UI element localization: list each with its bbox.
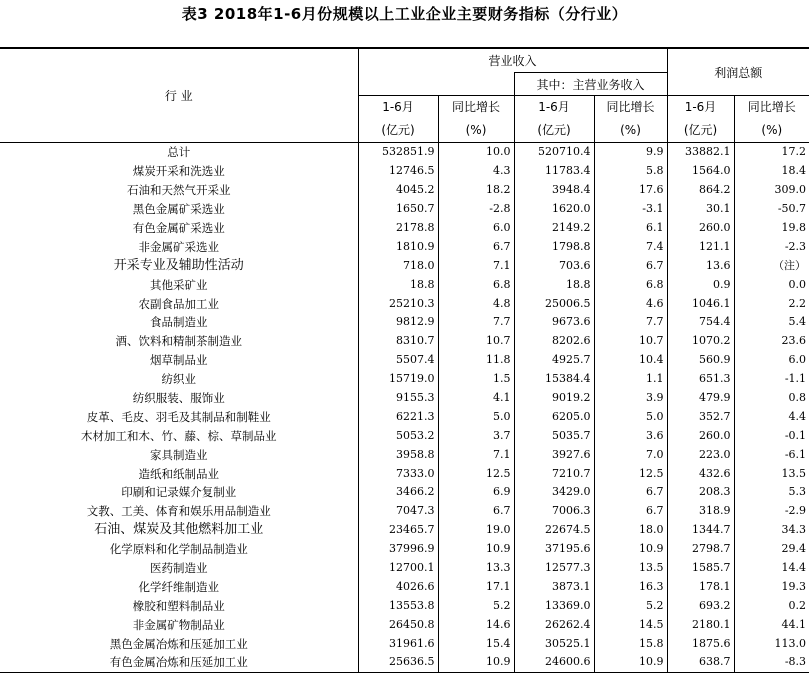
revenue-value: 8310.7: [358, 332, 438, 351]
financial-indicators-table: [0, 47, 809, 673]
profit-growth: 0.2: [734, 596, 809, 615]
profit-value: 560.9: [667, 351, 734, 370]
profit-growth: 6.0: [734, 351, 809, 370]
profit-growth: 13.5: [734, 464, 809, 483]
profit-growth: 309.0: [734, 181, 809, 200]
profit-growth: -0.1: [734, 426, 809, 445]
industry-name: 烟草制品业: [150, 353, 208, 368]
revenue-value: 25636.5: [358, 653, 438, 672]
table-header: [0, 48, 809, 143]
profit-value: 260.0: [667, 426, 734, 445]
table-row: [0, 162, 809, 181]
table-row: [0, 332, 809, 351]
main-revenue-growth: 10.9: [594, 653, 667, 672]
revenue-growth: 10.9: [438, 540, 514, 559]
main-revenue-value: 3873.1: [514, 577, 594, 596]
revenue-growth: 14.6: [438, 615, 514, 634]
industry-name: 家具制造业: [150, 447, 208, 462]
main-revenue-value: 1798.8: [514, 237, 594, 256]
revenue-value: 7333.0: [358, 464, 438, 483]
table-row: [0, 389, 809, 408]
main-unit: (亿元): [514, 117, 594, 143]
main-revenue-growth: 3.6: [594, 426, 667, 445]
revenue-value: 18.8: [358, 275, 438, 294]
table-row: [0, 540, 809, 559]
profit-value: 1585.7: [667, 559, 734, 578]
table-row: [0, 502, 809, 521]
profit-value: 352.7: [667, 407, 734, 426]
revenue-value: 5507.4: [358, 351, 438, 370]
profit-value: 121.1: [667, 237, 734, 256]
main-revenue-growth: 3.9: [594, 389, 667, 408]
main-revenue-growth: 6.8: [594, 275, 667, 294]
profit-growth: 19.8: [734, 219, 809, 238]
main-revenue-growth: 9.9: [594, 143, 667, 162]
revenue-value: 26450.8: [358, 615, 438, 634]
industry-name: 其他采矿业: [150, 277, 208, 292]
revenue-growth: 5.2: [438, 596, 514, 615]
industry-name: 黑色金属冶炼和压延加工业: [109, 636, 248, 651]
main-revenue-value: 11783.4: [514, 162, 594, 181]
revenue-value: 12700.1: [358, 559, 438, 578]
revenue-growth: 11.8: [438, 351, 514, 370]
profit-growth: 0.8: [734, 389, 809, 408]
profit-growth: 113.0: [734, 634, 809, 653]
industry-name: 纺织业: [161, 372, 196, 387]
table-row: [0, 370, 809, 389]
profit-growth: 4.4: [734, 407, 809, 426]
table-row: [0, 426, 809, 445]
profit-value: 2180.1: [667, 615, 734, 634]
main-revenue-growth: 6.1: [594, 219, 667, 238]
main-period-header: 1-6月: [514, 96, 594, 118]
table-title: 表3 2018年1-6月份规模以上工业企业主要财务指标（分行业）: [181, 5, 628, 23]
main-revenue-value: 3948.4: [514, 181, 594, 200]
industry-name: 食品制造业: [150, 315, 208, 330]
main-revenue-growth: 6.7: [594, 483, 667, 502]
table-row: [0, 275, 809, 294]
industry-name: 皮革、毛皮、羽毛及其制品和制鞋业: [86, 409, 271, 424]
main-revenue-value: 1620.0: [514, 200, 594, 219]
main-revenue-value: 12577.3: [514, 559, 594, 578]
table-row: [0, 407, 809, 426]
profit-growth: （注）: [734, 256, 809, 275]
main-growth-unit: (%): [594, 117, 667, 143]
profit-unit: (亿元): [667, 117, 734, 143]
profit-growth: 29.4: [734, 540, 809, 559]
revenue-growth: 6.8: [438, 275, 514, 294]
main-revenue-value: 520710.4: [514, 143, 594, 162]
revenue-value: 15719.0: [358, 370, 438, 389]
industry-name: 木材加工和木、竹、藤、棕、草制品业: [81, 428, 277, 443]
table-row: [0, 445, 809, 464]
industry-name: 酒、饮料和精制茶制造业: [115, 334, 242, 349]
main-revenue-value: 9019.2: [514, 389, 594, 408]
profit-value: 223.0: [667, 445, 734, 464]
main-revenue-growth: 6.7: [594, 502, 667, 521]
revenue-growth: 4.3: [438, 162, 514, 181]
profit-growth: 17.2: [734, 143, 809, 162]
industry-name: 文教、工美、体育和娱乐用品制造业: [86, 504, 271, 519]
main-revenue-value: 3927.6: [514, 445, 594, 464]
profit-value: 693.2: [667, 596, 734, 615]
revenue-growth: 6.7: [438, 237, 514, 256]
revenue-growth: 3.7: [438, 426, 514, 445]
table-row: [0, 615, 809, 634]
revenue-value: 7047.3: [358, 502, 438, 521]
main-revenue-value: 5035.7: [514, 426, 594, 445]
profit-growth: -2.3: [734, 237, 809, 256]
profit-value: 1070.2: [667, 332, 734, 351]
industry-name: 化学纤维制造业: [138, 579, 219, 594]
industry-name: 有色金属冶炼和压延加工业: [0, 653, 358, 672]
profit-growth: -1.1: [734, 370, 809, 389]
main-revenue-growth: 15.8: [594, 634, 667, 653]
revenue-growth: 7.1: [438, 256, 514, 275]
main-revenue-growth: 17.6: [594, 181, 667, 200]
revenue-growth: 13.3: [438, 559, 514, 578]
main-revenue-value: 26262.4: [514, 615, 594, 634]
profit-header: 利润总额: [667, 48, 809, 96]
profit-growth: -2.9: [734, 502, 809, 521]
industry-name: 橡胶和塑料制品业: [132, 598, 225, 613]
profit-value: 432.6: [667, 464, 734, 483]
main-revenue-growth: 7.0: [594, 445, 667, 464]
revenue-value: 3466.2: [358, 483, 438, 502]
rev-unit: (亿元): [358, 117, 438, 143]
profit-value: 208.3: [667, 483, 734, 502]
table-row: [0, 596, 809, 615]
main-revenue-growth: 10.4: [594, 351, 667, 370]
table-row: [0, 143, 809, 162]
profit-value: 260.0: [667, 219, 734, 238]
profit-period-header: 1-6月: [667, 96, 734, 118]
main-growth-header: 同比增长: [594, 96, 667, 118]
main-revenue-value: 15384.4: [514, 370, 594, 389]
main-revenue-value: 703.6: [514, 256, 594, 275]
profit-growth: 14.4: [734, 559, 809, 578]
profit-value: 638.7: [667, 653, 734, 672]
revenue-value: 9812.9: [358, 313, 438, 332]
revenue-value: 6221.3: [358, 407, 438, 426]
revenue-growth: 19.0: [438, 521, 514, 540]
table-row: [0, 653, 809, 672]
profit-growth: 23.6: [734, 332, 809, 351]
main-revenue-growth: 5.8: [594, 162, 667, 181]
table-row: [0, 219, 809, 238]
industry-name: 煤炭开采和洗选业: [132, 164, 225, 179]
industry-name: 纺织服装、服饰业: [132, 391, 225, 406]
table-row: [0, 351, 809, 370]
profit-growth: 34.3: [734, 521, 809, 540]
revenue-value: 5053.2: [358, 426, 438, 445]
main-revenue-value: 22674.5: [514, 521, 594, 540]
main-revenue-growth: 13.5: [594, 559, 667, 578]
revenue-growth: 17.1: [438, 577, 514, 596]
profit-value: 13.6: [667, 256, 734, 275]
revenue-growth: 6.0: [438, 219, 514, 238]
main-revenue-growth: 6.7: [594, 256, 667, 275]
revenue-growth: 6.7: [438, 502, 514, 521]
industry-name: 医药制造业: [150, 561, 208, 576]
revenue-growth: 12.5: [438, 464, 514, 483]
industry-header: 行 业: [0, 48, 358, 143]
revenue-value: 1810.9: [358, 237, 438, 256]
profit-growth: 5.4: [734, 313, 809, 332]
profit-value: 1875.6: [667, 634, 734, 653]
revenue-value: 31961.6: [358, 634, 438, 653]
profit-value: 651.3: [667, 370, 734, 389]
revenue-value: 2178.8: [358, 219, 438, 238]
profit-value: 754.4: [667, 313, 734, 332]
main-revenue-value: 3429.0: [514, 483, 594, 502]
table-row: [0, 577, 809, 596]
revenue-value: 23465.7: [358, 521, 438, 540]
table-row: [0, 181, 809, 200]
industry-name: 总计: [167, 145, 191, 160]
industry-name: 有色金属矿采选业: [132, 221, 225, 235]
industry-name: 石油和天然气开采业: [127, 183, 231, 198]
main-revenue-growth: -3.1: [594, 200, 667, 219]
table-row: [0, 256, 809, 275]
table-row: [0, 313, 809, 332]
revenue-value: 4045.2: [358, 181, 438, 200]
profit-growth-unit: (%): [734, 117, 809, 143]
profit-value: 318.9: [667, 502, 734, 521]
industry-name: 印刷和记录媒介复制业: [121, 485, 237, 500]
profit-value: 479.9: [667, 389, 734, 408]
profit-value: 1564.0: [667, 162, 734, 181]
main-revenue-growth: 5.2: [594, 596, 667, 615]
industry-name: 非金属矿物制品业: [132, 617, 225, 632]
profit-value: 864.2: [667, 181, 734, 200]
main-revenue-value: 13369.0: [514, 596, 594, 615]
table-row: [0, 464, 809, 483]
main-revenue-value: 25006.5: [514, 294, 594, 313]
profit-growth: 0.0: [734, 275, 809, 294]
rev-growth-header: 同比增长: [438, 96, 514, 118]
table-row: [0, 559, 809, 578]
table-row: [0, 634, 809, 653]
profit-value: 33882.1: [667, 143, 734, 162]
profit-value: 1344.7: [667, 521, 734, 540]
revenue-growth: 15.4: [438, 634, 514, 653]
table-row: [0, 294, 809, 313]
industry-name: 黑色金属矿采选业: [132, 202, 225, 217]
profit-growth: 5.3: [734, 483, 809, 502]
revenue-value: 4026.6: [358, 577, 438, 596]
table-row: [0, 237, 809, 256]
industry-name: 非金属矿采选业: [138, 239, 219, 254]
main-revenue-growth: 12.5: [594, 464, 667, 483]
main-revenue-growth: 16.3: [594, 577, 667, 596]
industry-name: 造纸和纸制品业: [138, 466, 219, 481]
revenue-growth: 10.9: [438, 653, 514, 672]
industry-name: 石油、煤炭及其他燃料加工业: [94, 522, 264, 538]
main-revenue-growth: 7.4: [594, 237, 667, 256]
revenue-value: 3958.8: [358, 445, 438, 464]
main-revenue-growth: 5.0: [594, 407, 667, 426]
revenue-value: 1650.7: [358, 200, 438, 219]
revenue-growth: 1.5: [438, 370, 514, 389]
profit-value: 0.9: [667, 275, 734, 294]
main-revenue-value: 7006.3: [514, 502, 594, 521]
profit-growth: 18.4: [734, 162, 809, 181]
revenue-growth: 18.2: [438, 181, 514, 200]
main-revenue-growth: 7.7: [594, 313, 667, 332]
revenue-growth: 4.1: [438, 389, 514, 408]
profit-value: 1046.1: [667, 294, 734, 313]
revenue-value: 718.0: [358, 256, 438, 275]
revenue-growth: 10.7: [438, 332, 514, 351]
main-revenue-value: 18.8: [514, 275, 594, 294]
main-revenue-value: 6205.0: [514, 407, 594, 426]
revenue-value: 12746.5: [358, 162, 438, 181]
profit-value: 178.1: [667, 577, 734, 596]
revenue-growth: 4.8: [438, 294, 514, 313]
main-revenue-value: 7210.7: [514, 464, 594, 483]
profit-growth-header: 同比增长: [734, 96, 809, 118]
main-revenue-value: 30525.1: [514, 634, 594, 653]
main-revenue-growth: 10.7: [594, 332, 667, 351]
revenue-growth: 10.0: [438, 143, 514, 162]
revenue-value: 13553.8: [358, 596, 438, 615]
main-revenue-growth: 18.0: [594, 521, 667, 540]
profit-growth: -8.3: [734, 653, 809, 672]
main-revenue-growth: 14.5: [594, 615, 667, 634]
main-revenue-header: 其中：主营业务收入: [514, 73, 667, 96]
revenue-value: 37996.9: [358, 540, 438, 559]
profit-growth: -6.1: [734, 445, 809, 464]
profit-growth: -50.7: [734, 200, 809, 219]
table-body: [0, 143, 809, 673]
industry-name: 农副食品加工业: [138, 296, 219, 311]
industry-name: 化学原料和化学制品制造业: [109, 542, 248, 557]
main-revenue-value: 8202.6: [514, 332, 594, 351]
revenue-header: 营业收入: [358, 48, 667, 73]
main-revenue-growth: 4.6: [594, 294, 667, 313]
revenue-value: 25210.3: [358, 294, 438, 313]
profit-value: 30.1: [667, 200, 734, 219]
revenue-value: 9155.3: [358, 389, 438, 408]
rev-growth-unit: (%): [438, 117, 514, 143]
table-row: [0, 521, 809, 540]
main-revenue-value: 9673.6: [514, 313, 594, 332]
revenue-growth: 7.1: [438, 445, 514, 464]
revenue-value: 532851.9: [358, 143, 438, 162]
table-row: [0, 200, 809, 219]
profit-value: 2798.7: [667, 540, 734, 559]
revenue-growth: -2.8: [438, 200, 514, 219]
revenue-growth: 7.7: [438, 313, 514, 332]
main-revenue-growth: 10.9: [594, 540, 667, 559]
main-revenue-value: 2149.2: [514, 219, 594, 238]
profit-growth: 44.1: [734, 615, 809, 634]
main-revenue-growth: 1.1: [594, 370, 667, 389]
main-revenue-value: 37195.6: [514, 540, 594, 559]
rev-period-header: 1-6月: [358, 96, 438, 118]
main-revenue-value: 24600.6: [514, 653, 594, 672]
revenue-growth: 6.9: [438, 483, 514, 502]
table-row: [0, 483, 809, 502]
industry-name: 开采专业及辅助性活动: [113, 257, 244, 273]
main-revenue-value: 4925.7: [514, 351, 594, 370]
profit-growth: 19.3: [734, 577, 809, 596]
profit-growth: 2.2: [734, 294, 809, 313]
revenue-growth: 5.0: [438, 407, 514, 426]
